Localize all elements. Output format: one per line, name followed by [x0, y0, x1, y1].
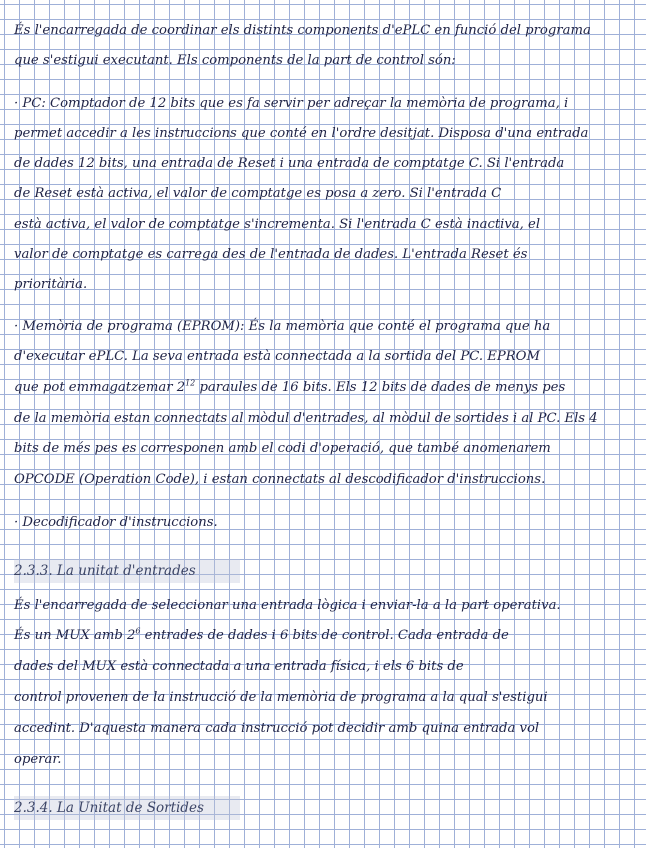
eprom-line — [14, 373, 636, 403]
exponent: 6 — [135, 626, 141, 636]
section-heading: 2.3.3. La unitat d'entrades — [14, 563, 196, 579]
eprom-line: · Memòria de programa (EPROM): És la memòria que conté el programa que ha — [14, 319, 551, 334]
pc-line: de Reset està activa, el valor de comptatge es posa a zero. Si l'entrada C — [14, 186, 502, 201]
inputs-text: És un MUX amb 2 — [14, 628, 136, 643]
decoder-line: · Decodificador d'instruccions. — [14, 515, 218, 530]
inputs-line: operar. — [14, 752, 62, 767]
inputs-text: entrades de dades i 6 bits de control. Cada entrada de — [140, 628, 509, 643]
pc-line: permet accedir a les instruccions que conté en l'ordre desitjat. Disposa d'una entrada — [14, 126, 589, 141]
pc-line: valor de comptatge es carrega des de l'entrada de dades. L'entrada Reset és — [14, 247, 528, 262]
eprom-line: bits de més pes es corresponen amb el codi d'operació, que també anomenarem — [14, 441, 551, 456]
pc-line: de dades 12 bits, una entrada de Reset i una entrada de comptatge C. Si l'entrada — [14, 156, 565, 171]
inputs-line — [14, 621, 636, 651]
exponent: 12 — [185, 378, 196, 388]
eprom-line: OPCODE (Operation Code), i estan connectats al descodificador d'instruccions. — [14, 472, 546, 487]
pc-line: · PC: Comptador de 12 bits que es fa servir per adreçar la memòria de programa, i — [14, 96, 569, 111]
inputs-line: control provenen de la instrucció de la memòria de programa a la qual s'estigui — [14, 690, 548, 705]
eprom-line: de la memòria estan connectats al mòdul d'entrades, al mòdul de sortides i al PC. Els 4 — [14, 411, 598, 426]
eprom-text: que pot emmagatzemar 2 — [14, 380, 186, 395]
paragraph-line: És l'encarregada de coordinar els distints components d'ePLC en funció del programa — [14, 23, 591, 38]
inputs-line: dades del MUX està connectada a una entrada física, i els 6 bits de — [14, 659, 464, 674]
pc-line: prioritària. — [14, 277, 88, 292]
pc-line: està activa, el valor de comptatge s'incrementa. Si l'entrada C està inactiva, el — [14, 217, 541, 232]
eprom-text: paraules de 16 bits. Els 12 bits de dades de menys pes — [195, 380, 566, 395]
paragraph-line: que s'estigui executant. Els components de la part de control són: — [14, 53, 456, 68]
inputs-line: És l'encarregada de seleccionar una entrada lògica i enviar-la a la part operativa. — [14, 598, 561, 613]
inputs-line: accedint. D'aquesta manera cada instrucció pot decidir amb quina entrada vol — [14, 721, 540, 736]
section-heading: 2.3.4. La Unitat de Sortides — [14, 800, 204, 816]
eprom-line: d'executar ePLC. La seva entrada està connectada a la sortida del PC. EPROM — [14, 349, 540, 364]
